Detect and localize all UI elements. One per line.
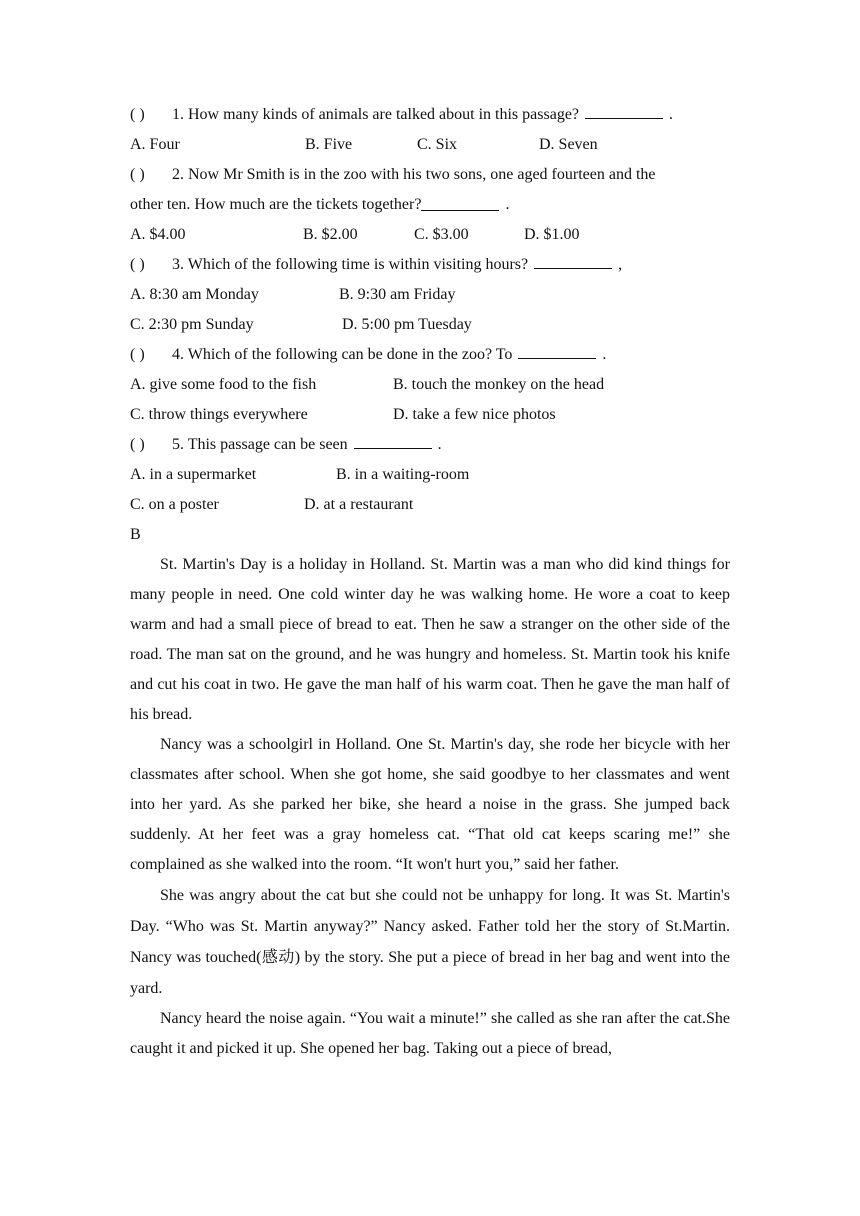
answer-parenthesis[interactable]: ( ) xyxy=(130,166,145,183)
question-punct: . xyxy=(437,436,442,453)
question-3-options-row2 xyxy=(130,310,730,340)
option-d: D. $1.00 xyxy=(524,226,580,243)
option-c: C. on a poster xyxy=(130,496,219,513)
option-a: A. in a supermarket xyxy=(130,466,257,483)
question-2-options xyxy=(130,220,730,250)
question-2 xyxy=(130,160,730,190)
question-punct: . xyxy=(669,106,674,123)
question-3 xyxy=(130,250,730,280)
question-text: 2. Now Mr Smith is in the zoo with his two sons, one aged fourteen and the xyxy=(172,166,656,183)
answer-parenthesis[interactable]: ( ) xyxy=(130,346,145,363)
option-a: A. 8:30 am Monday xyxy=(130,286,259,303)
option-d: D. at a restaurant xyxy=(304,496,414,513)
question-text: other ten. How much are the tickets together? xyxy=(130,196,422,213)
question-3-options-row1 xyxy=(130,280,730,310)
passage-paragraph: Nancy was a schoolgirl in Holland. One St. Martin's day, she rode her bicycle with her classmates after school. When she got home, she said goodbye to her classmates and went into her yard. As she parked her bike, she heard a noise in the grass. She jumped back suddenly. At her feet was a gray homeless cat. “That old cat keeps scaring me!” she complained as she walked into the room. “It won't hurt you,” said her father. xyxy=(130,736,730,873)
option-c: C. throw things everywhere xyxy=(130,406,308,423)
option-b: B. in a waiting-room xyxy=(336,466,470,483)
answer-blank[interactable] xyxy=(421,192,499,211)
question-text: 1. How many kinds of animals are talked about in this passage? xyxy=(172,106,580,123)
option-d: D. 5:00 pm Tuesday xyxy=(342,316,472,333)
question-text: 5. This passage can be seen xyxy=(172,436,348,453)
question-5 xyxy=(130,430,730,460)
question-4-options-row1 xyxy=(130,370,730,400)
option-d: D. Seven xyxy=(539,136,598,153)
option-b: B. 9:30 am Friday xyxy=(339,286,456,303)
option-d: D. take a few nice photos xyxy=(393,406,556,423)
section-label: B xyxy=(130,526,141,543)
answer-parenthesis[interactable]: ( ) xyxy=(130,436,145,453)
option-c: C. $3.00 xyxy=(414,226,469,243)
option-a: A. give some food to the fish xyxy=(130,376,317,393)
question-4-options-row2 xyxy=(130,400,730,430)
question-text: 3. Which of the following time is within visiting hours? xyxy=(172,256,529,273)
option-b: B. $2.00 xyxy=(303,226,358,243)
question-1-options xyxy=(130,130,730,160)
question-1 xyxy=(130,100,730,130)
answer-blank[interactable] xyxy=(585,100,663,119)
option-c: C. Six xyxy=(417,136,458,153)
question-text: 4. Which of the following can be done in the zoo? To xyxy=(172,346,513,363)
option-b: B. Five xyxy=(305,136,353,153)
question-2-continued xyxy=(130,190,730,220)
question-4 xyxy=(130,340,730,370)
option-a: A. $4.00 xyxy=(130,226,186,243)
question-5-options-row1 xyxy=(130,460,730,490)
question-5-options-row2 xyxy=(130,490,730,520)
question-punct: , xyxy=(618,256,623,273)
answer-blank[interactable] xyxy=(534,250,612,269)
answer-parenthesis[interactable]: ( ) xyxy=(130,256,145,273)
question-punct: . xyxy=(602,346,607,363)
passage-paragraph: St. Martin's Day is a holiday in Holland. St. Martin was a man who did kind things for many people in need. One cold winter day he was walking home. He wore a coat to keep warm and had a small piece of bread to eat. Then he saw a stranger on the other side of the road. The man sat on the ground, and he was hungry and homeless. St. Martin took his knife and cut his coat in two. He gave the man half of his warm coat. Then he gave the man half of his bread. xyxy=(130,556,730,723)
answer-blank[interactable] xyxy=(518,340,596,359)
answer-blank[interactable] xyxy=(354,430,432,449)
option-b: B. touch the monkey on the head xyxy=(393,376,605,393)
passage-paragraph: She was angry about the cat but she could not be unhappy for long. It was St. Martin's Day. “Who was St. Martin anyway?” Nancy asked. Father told her the story of St.Martin. Nancy was touched(感动) by the story. She put a piece of bread in her bag and went into the yard. xyxy=(130,887,730,997)
answer-parenthesis[interactable]: ( ) xyxy=(130,106,145,123)
option-a: A. Four xyxy=(130,136,180,153)
question-punct: . xyxy=(505,196,510,213)
passage-paragraph: Nancy heard the noise again. “You wait a minute!” she called as she ran after the cat.She caught it and picked it up. She opened her bag. Taking out a piece of bread, xyxy=(130,1010,730,1057)
document-content xyxy=(130,100,730,1064)
option-c: C. 2:30 pm Sunday xyxy=(130,316,254,333)
